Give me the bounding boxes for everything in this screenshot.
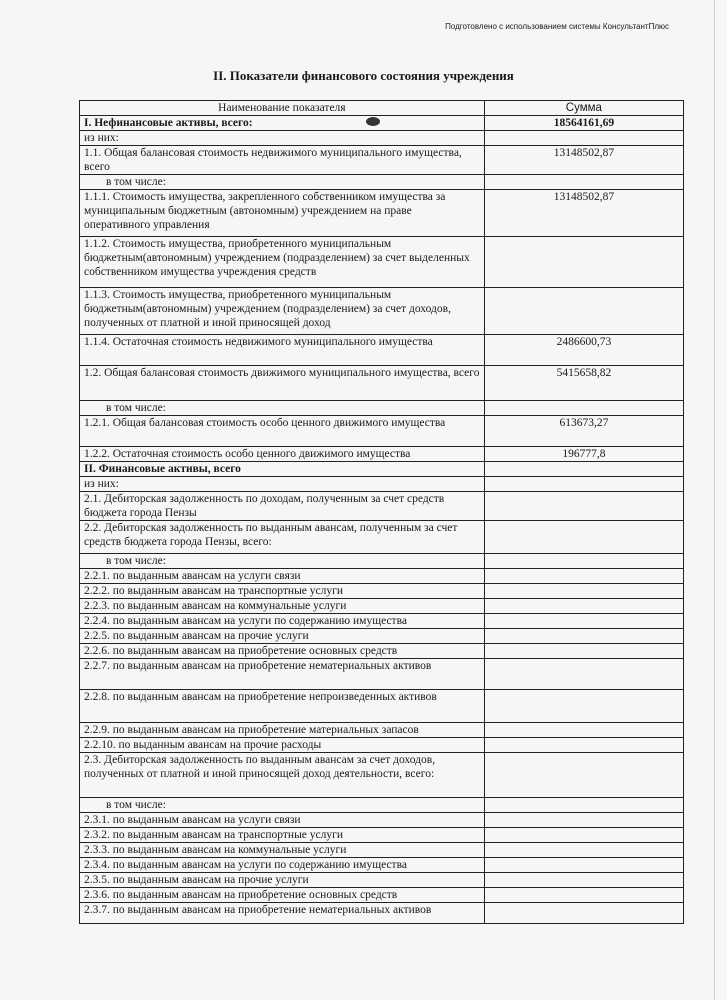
table-row [80,237,684,288]
row-sum [484,798,683,813]
row-name: 1.1.1. Стоимость имущества, закрепленного собственником имущества за муниципальным бюджетным (автономным) учреждением на праве оперативного управления [80,190,485,237]
row-name: 2.2.4. по выданным авансам на услуги по содержанию имущества [80,614,485,629]
table-row [80,366,684,401]
table-row [80,569,684,584]
row-name: 2.2.2. по выданным авансам на транспортные услуги [80,584,485,599]
row-sum: 613673,27 [484,416,683,447]
table-row [80,335,684,366]
column-header-name: Наименование показателя [80,101,485,116]
row-sum: 13148502,87 [484,190,683,237]
row-name: 2.3.7. по выданным авансам на приобретение нематериальных активов [80,903,485,924]
row-sum: 2486600,73 [484,335,683,366]
table-row [80,462,684,477]
row-name: в том числе: [80,401,485,416]
table-row [80,629,684,644]
row-sum [484,288,683,335]
table-row [80,416,684,447]
row-sum [484,873,683,888]
row-sum [484,858,683,873]
row-name: 2.2.6. по выданным авансам на приобретение основных средств [80,644,485,659]
table-row [80,175,684,190]
header-note: Подготовлено с использованием системы КонсультантПлюс [445,22,669,31]
row-name: 2.2.8. по выданным авансам на приобретение непроизведенных активов [80,690,485,723]
row-name: 1.1.3. Стоимость имущества, приобретенного муниципальным бюджетным(автономным) учреждением (подразделением) за счет доходов, полученных от платной и иной приносящей доход [80,288,485,335]
table-row [80,614,684,629]
table-row [80,190,684,237]
row-sum [484,629,683,644]
row-name: 2.2. Дебиторская задолженность по выданным авансам, полученным за счет средств бюджета города Пензы, всего: [80,521,485,554]
row-sum [484,644,683,659]
table-row [80,492,684,521]
table-row [80,146,684,175]
row-sum [484,237,683,288]
row-name: 2.3.5. по выданным авансам на прочие услуги [80,873,485,888]
row-name: в том числе: [80,175,485,190]
row-name: 2.2.3. по выданным авансам на коммунальные услуги [80,599,485,614]
scan-margin-line [714,0,715,1000]
row-name: 1.2. Общая балансовая стоимость движимого муниципального имущества, всего [80,366,485,401]
table-row [80,828,684,843]
row-name: из них: [80,131,485,146]
row-name: 2.3.1. по выданным авансам на услуги связи [80,813,485,828]
row-sum [484,462,683,477]
row-sum [484,888,683,903]
row-name: I. Нефинансовые активы, всего: [80,116,485,131]
table-row [80,131,684,146]
row-name: 1.2.1. Общая балансовая стоимость особо ценного движимого имущества [80,416,485,447]
row-name: 2.1. Дебиторская задолженность по доходам, полученным за счет средств бюджета города Пензы [80,492,485,521]
row-sum [484,584,683,599]
row-name: 1.1.4. Остаточная стоимость недвижимого муниципального имущества [80,335,485,366]
table-row [80,521,684,554]
table-row [80,554,684,569]
row-name: 1.1. Общая балансовая стоимость недвижимого муниципального имущества, всего [80,146,485,175]
row-sum [484,131,683,146]
row-name: 2.3.4. по выданным авансам на услуги по содержанию имущества [80,858,485,873]
row-name: 2.2.5. по выданным авансам на прочие услуги [80,629,485,644]
row-sum [484,828,683,843]
table-row [80,644,684,659]
row-name: 2.3. Дебиторская задолженность по выданным авансам за счет доходов, полученных от платной и иной приносящей доход деятельности, всего: [80,753,485,798]
row-sum [484,690,683,723]
row-sum: 196777,8 [484,447,683,462]
table-row [80,813,684,828]
table-row [80,401,684,416]
table-row [80,584,684,599]
row-name: 2.2.1. по выданным авансам на услуги связи [80,569,485,584]
table-row [80,690,684,723]
table-row [80,903,684,924]
row-name: 1.1.2. Стоимость имущества, приобретенного муниципальным бюджетным(автономным) учреждением (подразделением) за счет выделенных собственником имущества учреждения средств [80,237,485,288]
table-row [80,798,684,813]
row-sum [484,659,683,690]
row-sum [484,492,683,521]
row-sum [484,723,683,738]
row-name: 2.2.10. по выданным авансам на прочие расходы [80,738,485,753]
table-row [80,723,684,738]
ink-blot [366,117,380,126]
row-name: из них: [80,477,485,492]
row-sum [484,843,683,858]
row-sum [484,554,683,569]
table-row [80,288,684,335]
row-sum [484,813,683,828]
row-name: 2.2.9. по выданным авансам на приобретение материальных запасов [80,723,485,738]
row-name: 2.3.3. по выданным авансам на коммунальные услуги [80,843,485,858]
table-header-row [80,101,684,116]
table-row [80,738,684,753]
row-sum [484,401,683,416]
table-row [80,873,684,888]
row-sum: 13148502,87 [484,146,683,175]
row-name: 2.2.7. по выданным авансам на приобретение нематериальных активов [80,659,485,690]
table-row [80,477,684,492]
row-sum [484,477,683,492]
row-sum: 18564161,69 [484,116,683,131]
row-sum [484,521,683,554]
financial-indicators-table [79,100,684,924]
page-title: II. Показатели финансового состояния учреждения [213,68,514,83]
row-name: 2.3.6. по выданным авансам на приобретение основных средств [80,888,485,903]
table-row [80,843,684,858]
table-row [80,858,684,873]
column-header-sum: Сумма [484,101,683,116]
row-name: 2.3.2. по выданным авансам на транспортные услуги [80,828,485,843]
row-sum [484,614,683,629]
row-sum [484,903,683,924]
row-sum [484,753,683,798]
table-row [80,753,684,798]
table-row [80,888,684,903]
row-name: в том числе: [80,798,485,813]
table-row [80,599,684,614]
table-row [80,447,684,462]
row-name: II. Финансовые активы, всего [80,462,485,477]
row-name: 1.2.2. Остаточная стоимость особо ценного движимого имущества [80,447,485,462]
row-sum [484,175,683,190]
row-sum [484,738,683,753]
row-sum: 5415658,82 [484,366,683,401]
row-name: в том числе: [80,554,485,569]
row-sum [484,599,683,614]
row-sum [484,569,683,584]
table-row [80,659,684,690]
table-row [80,116,684,131]
